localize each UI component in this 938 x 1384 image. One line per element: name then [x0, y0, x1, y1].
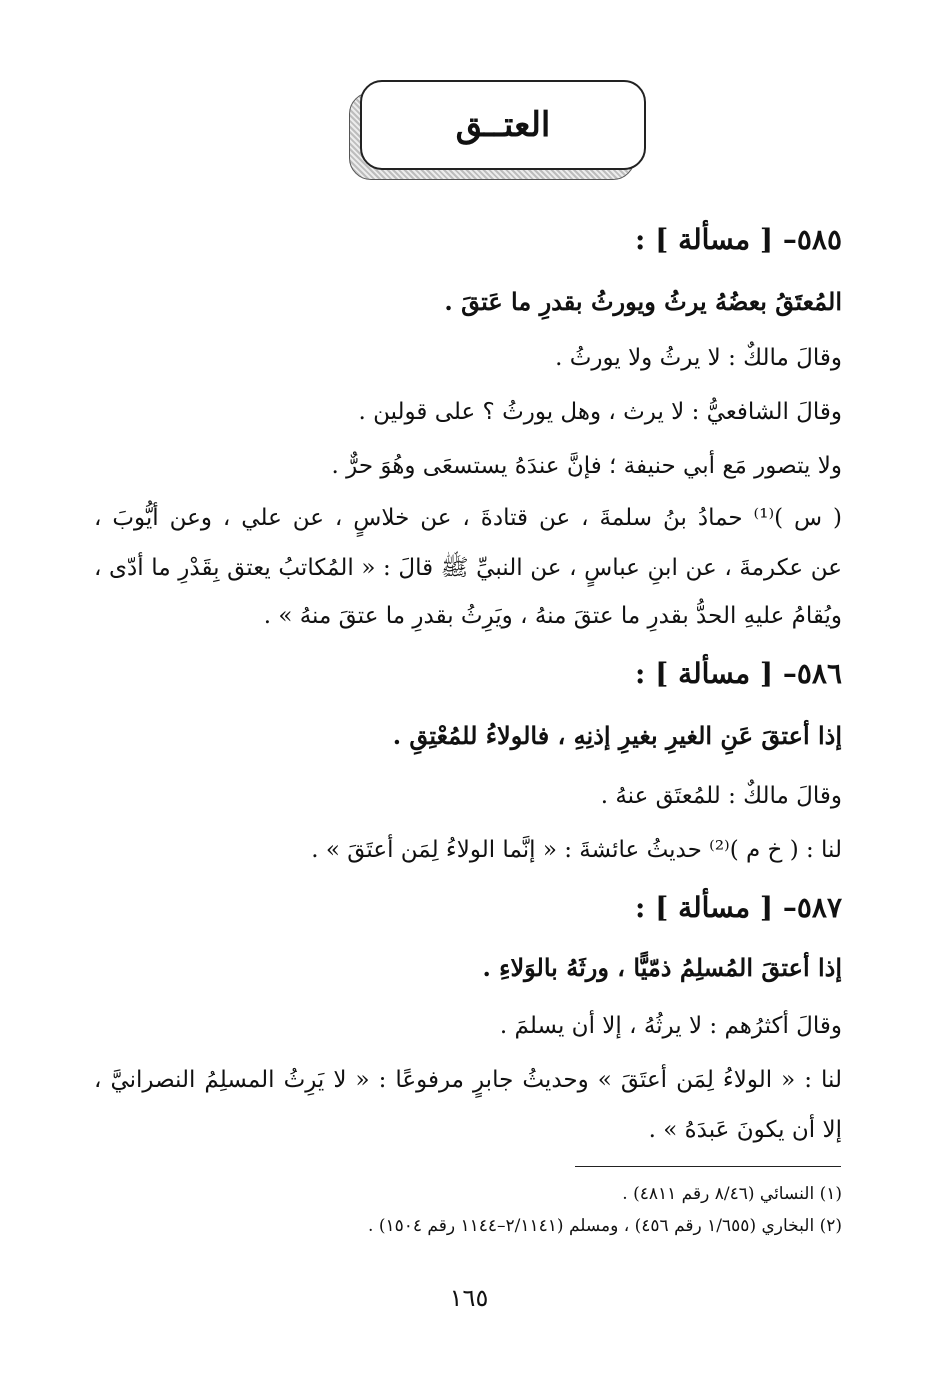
- section-ruling-586: إذا أعتقَ عَنِ الغيرِ بغيرِ إذنِهِ ، فالولاءُ للمُعْتِقِ .: [392, 721, 842, 750]
- text-line: لنا : « الولاءُ لِمَن أعتَقَ » وحديثُ جابرٍ مرفوعًا : « لا يَرِثُ المسلِمُ النصرانيَّ ،: [94, 1067, 842, 1093]
- footnote-2: (٢) البخاري (١/٦٥٥ رقم ٤٥٦) ، ومسلم (٢/١١٤١–١١٤٤ رقم ١٥٠٤) .: [368, 1216, 842, 1236]
- section-heading-585: ٥٨٥– [ مسألة ] :: [635, 223, 842, 256]
- chapter-title-box: [360, 80, 646, 170]
- section-heading-587: ٥٨٧– [ مسألة ] :: [635, 891, 842, 924]
- text-line: إلا أن يكونَ عَبدَهُ » .: [648, 1117, 842, 1143]
- text-line: وقالَ أكثرُهم : لا يرثُهُ ، إلا أن يسلمَ .: [499, 1013, 842, 1039]
- text-line: ويُقامُ عليهِ الحدُّ بقدرِ ما عتقَ منهُ ، ويَرِثُ بقدرِ ما عتقَ منهُ » .: [263, 603, 842, 629]
- section-heading-586: ٥٨٦– [ مسألة ] :: [635, 657, 842, 690]
- text-line: وقالَ مالكٌ : للمُعتَق عنهُ .: [600, 783, 842, 809]
- footnote-divider: [575, 1166, 841, 1167]
- footnote-1: (١) النسائي (٨/٤٦ رقم ٤٨١١) .: [622, 1184, 842, 1204]
- text-line: ولا يتصور مَع أبي حنيفة ؛ فإنَّ عندَهُ يستسعَى وهُوَ حرٌّ .: [331, 453, 842, 479]
- text-line: ( س )⁽¹⁾ حمادُ بنُ سلمةَ ، عن قتادةَ ، عن خلاسٍ ، عن علي ، وعن أيُّوبَ ،: [94, 505, 842, 531]
- text-line: عن عكرمةَ ، عن ابنِ عباسٍ ، عن النبيِّ ﷺ قالَ : « المُكاتبُ يعتق بِقَدْرِ ما أدّى ،: [94, 555, 842, 581]
- section-ruling-585: المُعتَقُ بعضُهُ يرثُ ويورثُ بقدرِ ما عَتقَ .: [444, 287, 842, 316]
- section-ruling-587: إذا أعتقَ المُسلِمُ ذمّيًّا ، ورثَهُ بالوَلاءِ .: [482, 953, 842, 982]
- text-line: وقالَ مالكٌ : لا يرثُ ولا يورثُ .: [555, 345, 842, 371]
- chapter-title: العتــق: [455, 105, 551, 145]
- text-line: وقالَ الشافعيُّ : لا يرث ، وهل يورثُ ؟ على قولين .: [358, 399, 842, 425]
- text-line: لنا : ( خ م )⁽²⁾ حديثُ عائشةَ : « إنَّما الولاءُ لِمَن أعتَقَ » .: [311, 837, 842, 863]
- page-number: ١٦٥: [449, 1284, 489, 1312]
